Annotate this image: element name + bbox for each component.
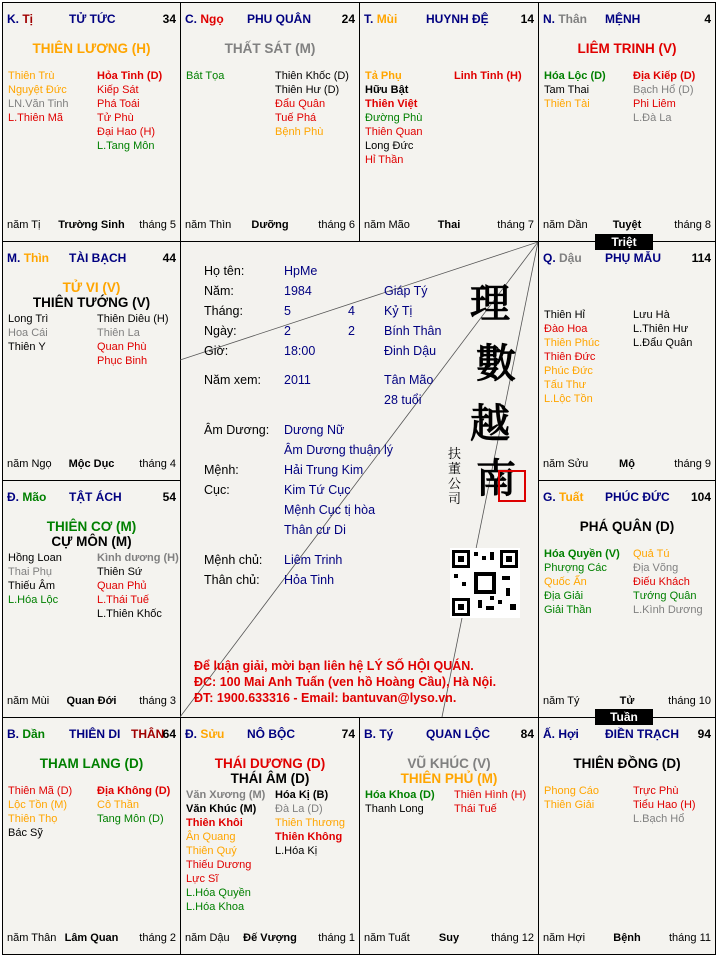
minor-star: L.Hóa Lộc xyxy=(8,594,59,606)
palace-header xyxy=(543,251,711,267)
minor-star: Trực Phù xyxy=(633,785,679,797)
minor-star: Tang Môn (D) xyxy=(97,813,164,825)
minor-star: Hóa Khoa (D) xyxy=(365,789,435,801)
minor-star: Tam Thai xyxy=(544,84,590,96)
palace-header xyxy=(7,12,176,28)
minor-star: Tả Phụ xyxy=(365,70,402,82)
ho-ten-label: Họ tên: xyxy=(204,264,245,278)
life-stage: Quan Đới xyxy=(66,695,117,707)
palace-footer xyxy=(185,219,355,233)
than-chu-value: Hỏa Tinh xyxy=(284,573,335,587)
minor-star: Thiên Diêu (H) xyxy=(97,313,169,325)
minor-star: Thiên Không xyxy=(275,831,343,843)
minor-star: Thiên Hỉ xyxy=(544,309,585,321)
minor-star: Thiên Quý xyxy=(186,845,237,857)
minor-star: Bạch Hổ (D) xyxy=(633,84,694,96)
month-label: tháng 2 xyxy=(139,932,176,944)
year-label: năm Tuất xyxy=(364,932,410,944)
palace-cell-tuat[interactable] xyxy=(538,480,716,718)
nam-xem-can: Tân Mão xyxy=(384,373,434,387)
life-stage: Mộ xyxy=(619,458,635,470)
minor-stars-right xyxy=(454,69,522,83)
than-tag: THÂN xyxy=(131,727,165,741)
minor-star: Địa Võng xyxy=(633,562,679,574)
center-info-panel xyxy=(180,242,538,717)
gio-can: Đinh Dậu xyxy=(384,344,437,358)
age-number: 84 xyxy=(520,727,534,741)
minor-star: Thiên La xyxy=(97,327,140,339)
triet-badge: Triệt xyxy=(595,234,653,250)
age-number: 24 xyxy=(341,12,355,26)
tuoi-value: 28 tuổi xyxy=(384,393,422,407)
thang-duong: 5 xyxy=(284,304,291,318)
qr-code[interactable] xyxy=(450,548,520,618)
life-stage: Suy xyxy=(438,932,460,944)
contact-line-3[interactable]: ĐT: 1900.633316 - Email: bantuvan@lyso.vn. xyxy=(194,691,457,705)
minor-stars-left xyxy=(186,69,224,83)
minor-star: Tiểu Hao (H) xyxy=(633,799,696,811)
minor-star: Đào Hoa xyxy=(544,323,588,335)
minor-star: Phá Toái xyxy=(97,98,140,110)
minor-stars-right xyxy=(275,69,349,139)
minor-star: Thiên Hư (D) xyxy=(275,84,340,96)
minor-stars-right xyxy=(275,788,345,858)
palace-name: TỬ TỨC xyxy=(69,12,116,26)
main-star: THẤT SÁT (M) xyxy=(224,41,316,56)
main-star: TỬ VI (V) xyxy=(62,280,121,295)
month-label: tháng 3 xyxy=(139,695,176,707)
life-stage: Bệnh xyxy=(613,932,641,944)
minor-star: Điếu Khách xyxy=(633,576,690,588)
minor-star: Địa Kiếp (D) xyxy=(633,70,696,82)
minor-star: Giải Thần xyxy=(544,604,592,616)
calligraphy-char-4: 南 xyxy=(476,455,516,502)
year-label: năm Thìn xyxy=(185,219,232,231)
am-duong-value: Dương Nữ xyxy=(284,423,345,437)
minor-star: Thiên Khôi xyxy=(186,817,243,829)
menh-chu-label: Mệnh chủ: xyxy=(204,553,263,567)
minor-star: Hỏa Tinh (D) xyxy=(97,70,163,82)
minor-star: Địa Không (D) xyxy=(97,785,171,797)
minor-star: Thiên Thọ xyxy=(8,813,58,825)
branch-label: K. Tị xyxy=(7,12,34,26)
minor-star: Thiên Hình (H) xyxy=(454,789,527,801)
minor-stars-right xyxy=(97,312,169,368)
minor-star: Bát Tọa xyxy=(186,70,225,82)
month-label: tháng 9 xyxy=(674,458,711,470)
palace-name: NÔ BỘC xyxy=(247,727,295,741)
month-label: tháng 4 xyxy=(139,458,176,470)
calligraphy-small: 扶董公司 xyxy=(448,447,462,507)
contact-block xyxy=(194,658,496,706)
main-star: PHÁ QUÂN (D) xyxy=(579,519,675,534)
thang-am: 4 xyxy=(348,304,355,318)
minor-stars-left xyxy=(365,69,422,167)
minor-star: Thiên Trù xyxy=(8,70,55,82)
minor-star: L.Kình Dương xyxy=(633,604,703,616)
palace-header xyxy=(185,12,355,28)
palace-header xyxy=(543,12,711,28)
age-number: 64 xyxy=(162,727,176,741)
main-star: THIÊN CƠ (M) xyxy=(46,519,137,534)
ngay-can: Bính Thân xyxy=(384,324,442,338)
minor-star: Thiếu Dương xyxy=(186,859,252,871)
minor-star: Linh Tinh (H) xyxy=(454,70,522,82)
palace-header xyxy=(364,12,534,28)
age-number: 34 xyxy=(162,12,176,26)
minor-star: Văn Khúc (M) xyxy=(186,803,257,815)
minor-star: Hỉ Thần xyxy=(365,154,404,166)
life-stage: Tử xyxy=(619,695,635,707)
minor-star: Thái Tuế xyxy=(454,803,497,815)
age-number: 44 xyxy=(162,251,176,265)
thang-can: Kỷ Tị xyxy=(384,304,413,318)
am-duong-label: Âm Dương: xyxy=(204,423,270,437)
palace-cell-dan[interactable] xyxy=(2,717,181,955)
main-star: THÁI DƯƠNG (D) xyxy=(214,756,326,771)
branch-label: T. Mùi xyxy=(364,12,398,26)
year-label: năm Sửu xyxy=(543,458,589,470)
minor-star: Hồng Loan xyxy=(8,552,62,564)
minor-star: Quan Phù xyxy=(97,341,147,353)
ho-ten-value: HpMe xyxy=(284,264,318,278)
minor-star: Văn Xương (M) xyxy=(186,789,266,801)
main-star: THIÊN PHỦ (M) xyxy=(400,771,498,786)
month-label: tháng 1 xyxy=(318,932,355,944)
minor-star: Lực Sĩ xyxy=(186,873,219,885)
minor-stars-left xyxy=(365,788,435,816)
palace-name: PHU QUÂN xyxy=(247,12,312,26)
palace-cell-dau[interactable] xyxy=(538,241,716,481)
branch-label: B. Dần xyxy=(7,727,46,741)
minor-star: Thiếu Âm xyxy=(8,580,56,592)
minor-star: Kiếp Sát xyxy=(97,84,139,96)
palace-footer xyxy=(543,695,711,709)
year-label: năm Ngọ xyxy=(7,458,52,470)
calligraphy-char-1: 理 xyxy=(470,280,510,327)
palace-footer xyxy=(7,695,176,709)
minor-star: Thiên Giải xyxy=(544,799,595,811)
minor-star: LN.Văn Tinh xyxy=(8,98,69,110)
minor-star: Đại Hao (H) xyxy=(97,126,156,138)
palace-name: PHÚC ĐỨC xyxy=(605,490,670,504)
minor-star: Long Trì xyxy=(8,313,49,325)
main-star: THIÊN LƯƠNG (H) xyxy=(32,41,151,56)
main-star: THAM LANG (D) xyxy=(39,756,144,771)
minor-star: Lộc Tồn (M) xyxy=(8,799,68,811)
palace-name: TẬT ÁCH xyxy=(69,490,122,504)
calligraphy-char-3: 越 xyxy=(470,400,510,447)
minor-star: Hóa Kị (B) xyxy=(275,789,329,801)
palace-footer xyxy=(7,932,176,946)
minor-star: Quốc Ấn xyxy=(544,576,587,588)
year-label: năm Dần xyxy=(543,219,588,231)
cuc-note-2: Thân cư Di xyxy=(284,523,346,537)
palace-name: TÀI BẠCH xyxy=(69,251,127,265)
palace-footer xyxy=(7,458,176,472)
minor-stars-right xyxy=(633,547,703,617)
minor-star: Cô Thần xyxy=(97,799,139,811)
palace-name: HUYNH ĐỆ xyxy=(426,12,489,26)
life-stage: Tuyệt xyxy=(612,219,642,231)
year-label: năm Tị xyxy=(7,219,41,231)
palace-footer xyxy=(185,932,355,946)
nam-xem-label: Năm xem: xyxy=(204,373,261,387)
life-stage: Dưỡng xyxy=(251,219,289,231)
minor-stars-right xyxy=(633,308,692,350)
minor-star: Tử Phù xyxy=(97,112,134,124)
minor-stars-left xyxy=(544,784,599,812)
year-label: năm Thân xyxy=(7,932,57,944)
calligraphy-char-2: 數 xyxy=(476,340,516,387)
minor-star: Tướng Quân xyxy=(633,590,697,602)
ngay-label: Ngày: xyxy=(204,324,237,338)
nam-label: Năm: xyxy=(204,284,234,298)
nam-duong: 1984 xyxy=(284,284,312,298)
palace-name: THIÊN DI xyxy=(69,727,121,741)
cuc-label: Cục: xyxy=(204,483,230,497)
minor-stars-right xyxy=(633,784,696,826)
palace-name: ĐIỀN TRẠCH xyxy=(605,727,679,741)
main-star: THÁI ÂM (D) xyxy=(230,771,310,786)
minor-stars-left xyxy=(8,312,48,354)
palace-cell-ty[interactable] xyxy=(359,717,539,955)
life-stage: Mộc Dục xyxy=(68,458,115,470)
main-star: VŨ KHÚC (V) xyxy=(407,756,491,771)
branch-label: Ấ. Hợi xyxy=(543,727,579,741)
minor-stars-right xyxy=(97,69,162,153)
age-number: 94 xyxy=(697,727,711,741)
palace-cell-mao[interactable] xyxy=(2,480,181,718)
minor-star: Phúc Đức xyxy=(544,365,593,377)
year-label: năm Dậu xyxy=(185,932,230,944)
main-star: CỰ MÔN (M) xyxy=(51,534,132,549)
palace-cell-hoi[interactable] xyxy=(538,717,716,955)
minor-star: L.Hóa Khoa xyxy=(186,901,245,913)
am-duong-note: Âm Dương thuận lý xyxy=(284,443,393,457)
palace-header xyxy=(7,490,176,506)
minor-star: Thiên Việt xyxy=(365,98,418,110)
year-label: năm Hợi xyxy=(543,932,586,944)
than-chu-label: Thân chủ: xyxy=(204,573,260,587)
menh-value: Hải Trung Kim xyxy=(284,463,364,477)
palace-header xyxy=(543,727,711,743)
minor-stars-left xyxy=(544,69,606,111)
minor-star: Thiên Sứ xyxy=(97,566,143,578)
minor-star: Hóa Lộc (D) xyxy=(544,70,606,82)
gio-label: Giờ: xyxy=(204,344,229,358)
minor-star: Phong Cáo xyxy=(544,785,600,797)
branch-label: Đ. Sửu xyxy=(185,727,225,741)
minor-stars-right xyxy=(97,551,179,621)
ngay-am: 2 xyxy=(348,324,355,338)
minor-star: Ân Quang xyxy=(186,831,236,843)
life-stage: Trường Sinh xyxy=(58,219,125,231)
contact-line-2: ĐC: 100 Mai Anh Tuấn (ven hồ Hoàng Cầu), Hà Nội. xyxy=(194,675,497,689)
nam-am: Giáp Tý xyxy=(384,284,428,298)
minor-star: Thanh Long xyxy=(365,803,424,815)
minor-stars-left xyxy=(186,788,265,914)
minor-star: Nguyệt Đức xyxy=(8,84,67,96)
minor-star: L.Bạch Hổ xyxy=(633,813,685,825)
year-label: năm Tý xyxy=(543,695,580,707)
minor-star: Thiên Tài xyxy=(544,98,590,110)
minor-star: Thiên Quan xyxy=(365,126,423,138)
palace-footer xyxy=(364,219,534,233)
age-number: 14 xyxy=(520,12,534,26)
minor-stars-left xyxy=(544,308,600,406)
minor-star: Thiên Phúc xyxy=(544,337,600,349)
minor-star: L.Hóa Quyền xyxy=(186,887,251,899)
palace-header xyxy=(185,727,355,743)
menh-chu-value: Liêm Trinh xyxy=(284,553,343,567)
month-label: tháng 5 xyxy=(139,219,176,231)
year-label: năm Mão xyxy=(364,219,410,231)
month-label: tháng 10 xyxy=(668,695,711,707)
minor-star: Lưu Hà xyxy=(633,309,670,321)
minor-stars-left xyxy=(8,784,72,840)
minor-star: Thiên Mã (D) xyxy=(8,785,73,797)
main-star: LIÊM TRINH (V) xyxy=(577,41,677,56)
ngay-duong: 2 xyxy=(284,324,291,338)
palace-header xyxy=(364,727,534,743)
palace-footer xyxy=(543,458,711,472)
minor-star: Tuế Phá xyxy=(275,112,317,124)
month-label: tháng 12 xyxy=(491,932,534,944)
palace-cell-ti[interactable] xyxy=(2,2,181,242)
minor-star: L.Hóa Kị xyxy=(275,845,318,857)
minor-star: Thiên Thương xyxy=(275,817,346,829)
age-number: 104 xyxy=(690,490,711,504)
palace-footer xyxy=(543,932,711,946)
thang-label: Tháng: xyxy=(204,304,243,318)
age-number: 4 xyxy=(704,12,711,26)
age-number: 54 xyxy=(162,490,176,504)
life-stage: Lâm Quan xyxy=(64,932,119,944)
minor-star: Đường Phù xyxy=(365,112,423,124)
life-stage: Thai xyxy=(437,219,461,231)
minor-stars-left xyxy=(8,69,69,125)
minor-star: Thiên Y xyxy=(8,341,46,353)
minor-star: L.Lộc Tồn xyxy=(544,393,593,405)
tuan-badge: Tuần xyxy=(595,709,653,725)
minor-stars-right xyxy=(633,69,695,125)
minor-star: Thai Phụ xyxy=(8,566,53,578)
branch-label: C. Ngọ xyxy=(185,12,224,26)
minor-star: Hữu Bật xyxy=(365,84,409,96)
palace-cell-than[interactable] xyxy=(538,2,716,242)
minor-star: Hóa Quyền (V) xyxy=(544,548,620,560)
minor-star: Kình dương (H) xyxy=(97,552,179,564)
month-label: tháng 7 xyxy=(497,219,534,231)
minor-star: Thiên Khốc (D) xyxy=(275,70,349,82)
palace-footer xyxy=(543,219,711,233)
month-label: tháng 6 xyxy=(318,219,355,231)
minor-star: Quan Phủ xyxy=(97,580,147,592)
branch-label: B. Tý xyxy=(364,727,394,741)
month-label: tháng 11 xyxy=(668,932,711,944)
minor-star: L.Tang Môn xyxy=(97,140,155,152)
minor-star: Hoa Cái xyxy=(8,327,48,339)
palace-footer xyxy=(364,932,534,946)
cuc-value: Kim Tứ Cục xyxy=(284,483,351,497)
minor-star: Quả Tú xyxy=(633,548,670,560)
red-seal xyxy=(498,470,526,502)
minor-star: Địa Giải xyxy=(544,590,584,602)
palace-footer xyxy=(7,219,176,233)
minor-star: Tấu Thư xyxy=(544,379,587,391)
minor-star: Phượng Các xyxy=(544,562,607,574)
minor-stars-right xyxy=(97,784,170,826)
month-label: tháng 8 xyxy=(674,219,711,231)
branch-label: Đ. Mão xyxy=(7,490,47,504)
nam-xem-value: 2011 xyxy=(284,373,311,387)
palace-name: MỆNH xyxy=(605,12,641,26)
minor-star: Phi Liêm xyxy=(633,98,676,110)
branch-label: M. Thìn xyxy=(7,251,50,265)
main-star: THIÊN TƯỚNG (V) xyxy=(32,295,151,310)
minor-star: Phục Binh xyxy=(97,355,148,367)
palace-name: PHỤ MẪU xyxy=(605,251,661,265)
life-stage: Đế Vượng xyxy=(243,932,297,944)
year-label: năm Mùi xyxy=(7,695,50,707)
minor-star: L.Thiên Khốc xyxy=(97,608,162,620)
menh-label: Mệnh: xyxy=(204,463,239,477)
minor-stars-left xyxy=(8,551,62,607)
minor-star: Đà La (D) xyxy=(275,803,323,815)
palace-cell-ngo[interactable] xyxy=(180,2,360,242)
minor-star: L.Đà La xyxy=(633,112,672,124)
minor-star: Long Đức xyxy=(365,140,414,152)
palace-header xyxy=(7,727,176,743)
age-number: 114 xyxy=(691,251,711,265)
minor-stars-left xyxy=(544,547,620,617)
branch-label: G. Tuất xyxy=(543,490,584,504)
minor-star: Thiên Đức xyxy=(544,351,596,363)
minor-star: L.Thiên Hư xyxy=(633,323,689,335)
gio-value: 18:00 xyxy=(284,344,316,358)
palace-header xyxy=(543,490,711,506)
minor-star: L.Đẩu Quân xyxy=(633,337,693,349)
main-star: THIÊN ĐỒNG (D) xyxy=(573,756,681,771)
branch-label: Q. Dậu xyxy=(543,251,582,265)
minor-star: Bác Sỹ xyxy=(8,827,43,839)
minor-star: L.Thái Tuế xyxy=(97,594,149,606)
branch-label: N. Thân xyxy=(543,12,588,26)
age-number: 74 xyxy=(341,727,355,741)
minor-star: Đẩu Quân xyxy=(275,98,326,110)
minor-star: Bệnh Phù xyxy=(275,126,324,138)
palace-cell-suu[interactable] xyxy=(180,717,360,955)
contact-line-1: Để luận giải, mời bạn liên hệ LÝ SỐ HỘI QUÁN. xyxy=(194,659,474,673)
palace-name: QUAN LỘC xyxy=(426,727,490,741)
minor-stars-right xyxy=(454,788,526,816)
palace-cell-mui[interactable] xyxy=(359,2,539,242)
cuc-note-1: Mệnh Cục tị hòa xyxy=(284,503,376,517)
palace-cell-thin[interactable] xyxy=(2,241,181,481)
minor-star: L.Thiên Mã xyxy=(8,112,64,124)
palace-header xyxy=(7,251,176,267)
